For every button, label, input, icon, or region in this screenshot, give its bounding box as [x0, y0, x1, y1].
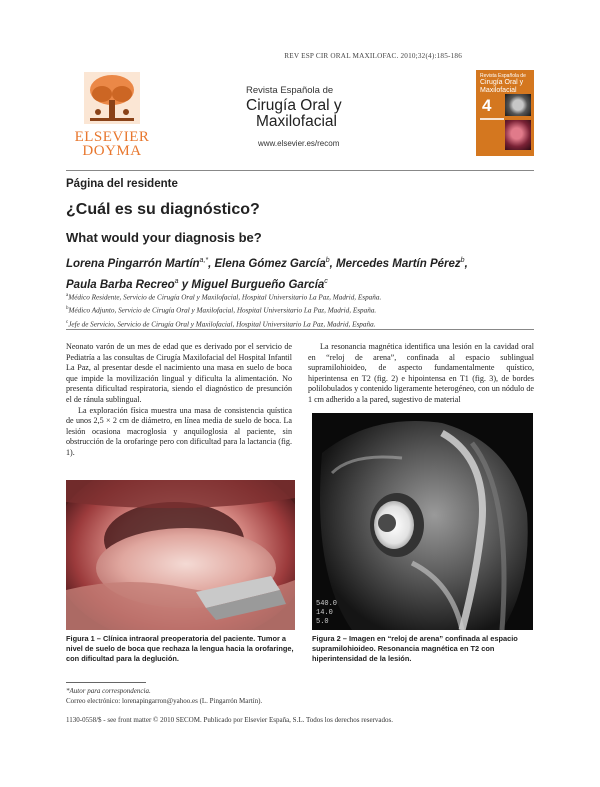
- elsevier-logo: [66, 72, 158, 160]
- figure-2-mri-scan: [312, 413, 533, 630]
- journal-name-line2: Maxilofacial: [256, 113, 337, 130]
- cover-title-small: Revista Española de: [480, 73, 526, 79]
- footnote-email: Correo electrónico: lorenapingarron@yahoo.es (L. Pingarrón Martín).: [66, 697, 263, 705]
- affiliation-list: [66, 290, 536, 330]
- cover-image-top: [505, 94, 531, 116]
- author-name: Lorena Pingarrón Martín: [66, 257, 200, 270]
- cover-title-big2: Maxilofacial: [480, 86, 517, 94]
- author-name: Miguel Burgueño García: [191, 278, 325, 291]
- mri-overlay-line2: 14.0: [316, 609, 333, 617]
- body-paragraph: Neonato varón de un mes de edad que es derivado por el servicio de Pediatría a las consultas de Cirugía Maxilofacial del Hospital Infantil La Paz, al presentar desde el nacimiento una masa en suelo de boca que impide la movilización lingual y dificulta la alimentación. No presenta dificultad respiratoria, siendo el diagnóstico de presunción el de ránula sublingual.: [66, 342, 292, 404]
- journal-cover: [476, 70, 534, 156]
- affiliation: $^b$Médico Adjunto, Servicio de Cirugía Oral y Maxilofacial, Hospital Universitario La Paz, Madrid, España.: [66, 306, 377, 315]
- publisher-name-line2: DOYMA: [82, 143, 142, 159]
- footnote-divider: [66, 682, 146, 683]
- publisher-name-line1: ELSEVIER: [74, 129, 150, 145]
- journal-pre-title: Revista Española de: [246, 85, 334, 96]
- journal-url[interactable]: www.elsevier.es/recom: [258, 139, 340, 148]
- body-paragraph: La resonancia magnética identifica una lesión en la cavidad oral en “reloj de arena”, confinada al espacio sublingual supramilohioideo, de aspecto fundamentalmente quístico, hiperintensa en T2 (fig. 2) e hipointensa en T1 (fig. 3), de bordes polilobulados y contenido ligeramente heterogéneo, con un nódulo de 1 cm adherido a la pared, sugestivo de material: [308, 342, 534, 404]
- header-divider: [66, 170, 534, 171]
- author-name: Mercedes Martín Pérez: [336, 257, 461, 270]
- cover-title-big1: Cirugía Oral y: [480, 79, 524, 86]
- journal-citation: REV ESP CIR ORAL MAXILOFAC. 2010;32(4):185-186: [284, 52, 462, 60]
- cover-title: [480, 73, 532, 94]
- journal-name-line1: Cirugía Oral y: [246, 97, 342, 114]
- section-label: Página del residente: [66, 178, 178, 190]
- copyright-line: 1130-0558/$ - see front matter © 2010 SECOM. Publicado por Elsevier España, S.L. Todos los derechos reservados.: [66, 716, 393, 724]
- journal-header: [246, 85, 342, 130]
- cover-band: [480, 118, 504, 120]
- cover-issue-number: 4: [482, 96, 492, 115]
- author-sup: c: [324, 277, 328, 285]
- body-paragraph: La exploración física muestra una masa de consistencia quística de unos 2,5 × 2 cm de diámetro, en línea media de suelo de boca. La lesión ocasiona macroglosia y anquiloglosia al paciente, sin obstrucción de la orofaringe pero con dificultad para la lactancia (fig. 1).: [66, 405, 292, 457]
- cover-image-bottom: [505, 120, 531, 150]
- mri-overlay-line1: 540.0: [316, 600, 338, 608]
- affiliation: $^a$Médico Residente, Servicio de Cirugía Oral y Maxilofacial, Hospital Universitario La Paz, Madrid, España.: [66, 293, 382, 302]
- author-name: Elena Gómez García: [214, 257, 326, 270]
- author-sup: b: [460, 257, 465, 264]
- author-line-2: Paula Barba Recreo$^a$ y Miguel Burgueño García$^c$: [66, 277, 328, 291]
- author-sup: b: [325, 257, 330, 264]
- author-name: Paula Barba Recreo: [66, 278, 175, 291]
- article-title: ¿Cuál es su diagnóstico?: [66, 201, 260, 218]
- body-column-left: [66, 342, 292, 459]
- figure-2-caption: Figura 2 – Imagen en “reloj de arena” confinada al espacio supramilohioideo. Resonancia magnética en T2 con hiperintensidad de la lesión.: [312, 634, 518, 663]
- author-sup: a,*: [199, 257, 209, 264]
- affiliation-divider: [66, 329, 534, 330]
- body-column-right: [308, 342, 534, 406]
- affiliation: $^c$Jefe de Servicio, Servicio de Cirugía Oral y Maxilofacial, Hospital Universitario La Paz, Madrid, España.: [66, 319, 376, 329]
- author-list: [66, 252, 526, 294]
- figure-1-intraoral-photo: [66, 480, 295, 630]
- article-subtitle: What would your diagnosis be?: [66, 230, 262, 245]
- author-line-1: Lorena Pingarrón Martín$^{a,*}$, Elena Gómez García$^b$, Mercedes Martín Pérez$^b$,: [66, 257, 468, 270]
- footnote-corresponding-author: *Autor para correspondencia.: [66, 687, 151, 695]
- figure-1-caption: Figura 1 – Clínica intraoral preoperatoria del paciente. Tumor a nivel de suelo de boca que rechaza la lengua hacia la orofaringe, con dificultad para la deglución.: [66, 634, 294, 663]
- tree-icon: [84, 72, 140, 124]
- author-sup: a: [174, 277, 179, 285]
- mri-overlay-line3: 5.0: [316, 618, 329, 626]
